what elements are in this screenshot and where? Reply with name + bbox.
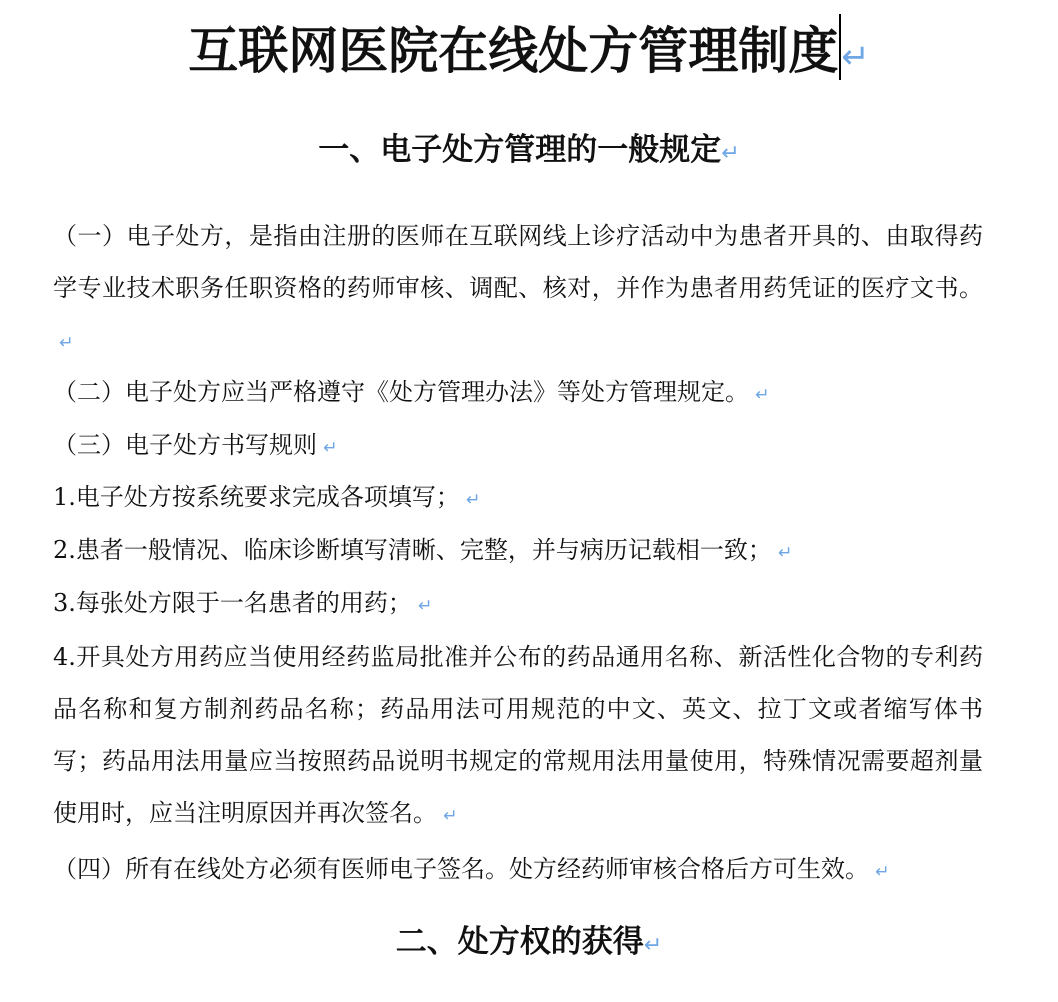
paragraph-mark-icon: ↵ bbox=[875, 862, 890, 882]
document-title bbox=[0, 14, 1058, 92]
list-item-rule-4 bbox=[53, 631, 983, 842]
paragraph-text: （一）电子处方，是指由注册的医师在互联网线上诊疗活动中为患者开具的、由取得药学专业技术职务任职资格的药师审核、调配、核对，并作为患者用药凭证的医疗文书。 bbox=[53, 222, 983, 302]
document-title-text: 互联网医院在线处方管理制度 bbox=[188, 22, 839, 80]
paragraph-mark-icon: ↵ bbox=[417, 596, 433, 616]
paragraph-electronic-prescription-definition bbox=[53, 210, 983, 369]
paragraph-mark-icon: ↵ bbox=[643, 933, 663, 958]
list-item-text: 1.电子处方按系统要求完成各项填写； bbox=[53, 483, 460, 511]
paragraph-mark-icon: ↵ bbox=[755, 385, 770, 405]
paragraph-mark-icon: ↵ bbox=[841, 37, 870, 77]
list-item-text: 2.患者一般情况、临床诊断填写清晰、完整，并与病历记载相一致； bbox=[53, 536, 772, 564]
paragraph-mark-icon: ↵ bbox=[777, 543, 793, 563]
section2-heading bbox=[0, 922, 1058, 966]
paragraph-signature-requirement bbox=[53, 843, 889, 898]
paragraph-text: （二）电子处方应当严格遵守《处方管理办法》等处方管理规定。 bbox=[53, 378, 749, 406]
list-item-text: 4.开具处方用药应当使用经药监局批准并公布的药品通用名称、新活性化合物的专利药品名称和复方制剂药品名称；药品用法可用规范的中文、英文、拉丁文或者缩写体书写；药品用法用量应当按照药品说明书规定的常规用法用量使用，特殊情况需要超剂量使用时，应当注明原因并再次签名。 bbox=[53, 643, 983, 827]
paragraph-writing-rules-heading bbox=[53, 419, 337, 474]
section1-heading-text: 一、电子处方管理的一般规定 bbox=[318, 132, 722, 168]
list-item-rule-2 bbox=[53, 524, 792, 579]
paragraph-mark-icon: ↵ bbox=[323, 438, 338, 458]
paragraph-mark-icon: ↵ bbox=[465, 490, 481, 510]
list-item-rule-1 bbox=[53, 471, 480, 526]
paragraph-text: （四）所有在线处方必须有医师电子签名。处方经药师审核合格后方可生效。 bbox=[53, 855, 869, 883]
list-item-text: 3.每张处方限于一名患者的用药； bbox=[53, 589, 412, 617]
paragraph-mark-icon: ↵ bbox=[59, 333, 74, 353]
list-item-rule-3 bbox=[53, 577, 432, 632]
section1-heading bbox=[0, 130, 1058, 174]
paragraph-text: （三）电子处方书写规则 bbox=[53, 431, 317, 459]
paragraph-mark-icon: ↵ bbox=[443, 806, 458, 826]
paragraph-compliance bbox=[53, 366, 769, 421]
paragraph-mark-icon: ↵ bbox=[721, 141, 740, 166]
section2-heading-text: 二、处方权的获得 bbox=[395, 924, 644, 960]
